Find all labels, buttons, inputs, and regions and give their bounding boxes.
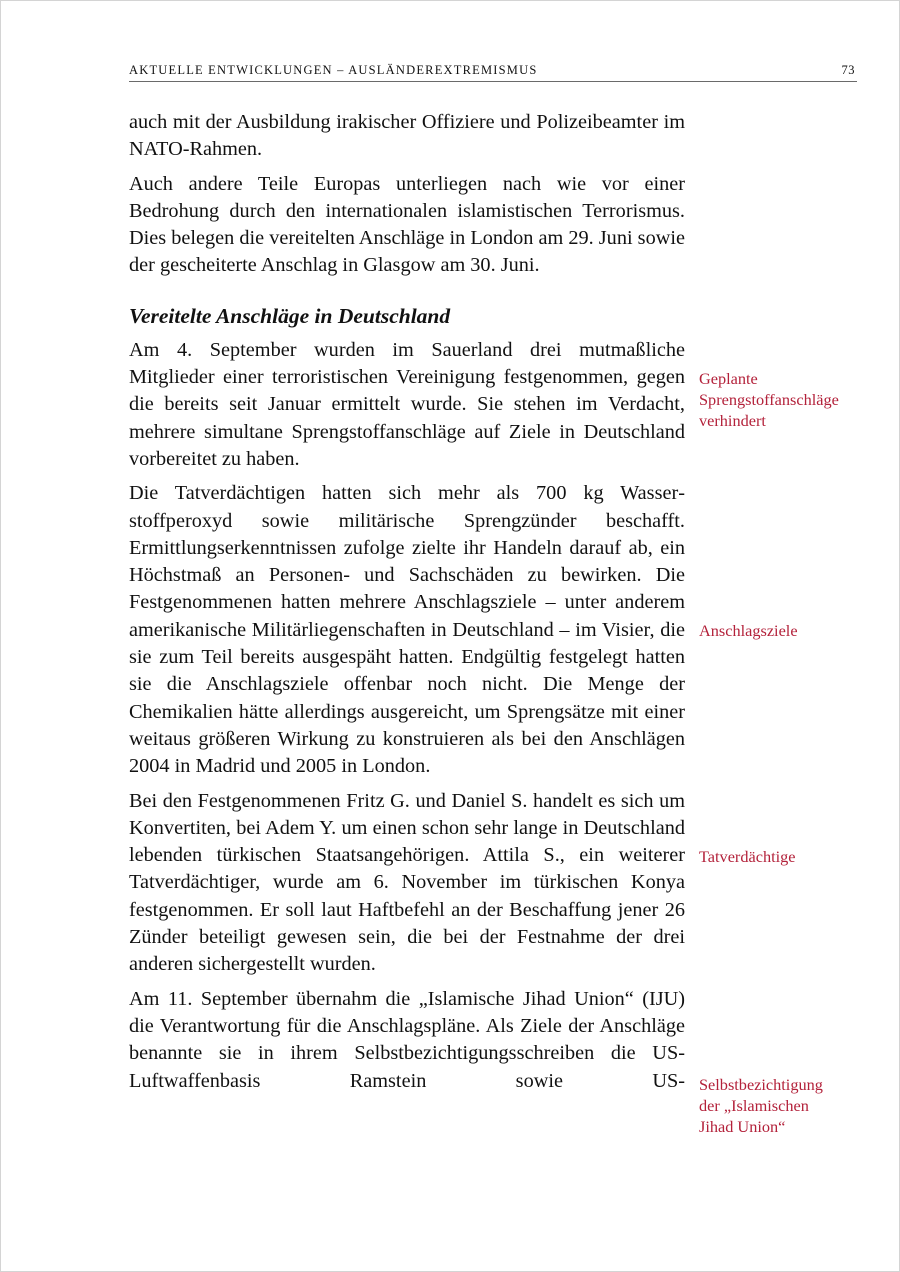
- margin-note-line: der „Islamischen: [699, 1096, 809, 1115]
- section-heading: Vereitelte Anschläge in Deutschland: [129, 303, 451, 328]
- margin-note-line: Selbstbezichtigung: [699, 1075, 823, 1094]
- margin-note-tatverdaechtige: [699, 846, 869, 867]
- paragraph-2: Auch andere Teile Europas unterliegen nach wie vor einer Bedrohung durch den internationalen islamistischen Terrorismus. Dies belegen die vereitelten Anschläge in London am 29. Juni sowie der gescheiterte Anschlag in Glasgow am 30. Juni.: [129, 172, 685, 277]
- margin-note-line: Sprengstoffanschläge: [699, 390, 839, 409]
- margin-note-line: Jihad Union“: [699, 1117, 786, 1136]
- margin-note-line: Tatverdächtige: [699, 847, 796, 866]
- paragraph-4: Die Tatverdächtigen hatten sich mehr als 700 kg Wasserstoffperoxyd sowie militärische Sprengzünder beschafft. Ermittlungserkenntnissen zufolge zielte ihr Handeln darauf ab, ein Höchstmaß an Personen- und Sachschäden zu bewirken. Die Festgenommenen hatten mehrere Anschlagsziele – unter anderem amerikanische Militärliegenschaften in Deutschland – im Visier, die sie zum Teil bereits ausgespäht hatten. Endgültig festgelegt hatten sie die Anschlagsziele offenbar noch nicht. Die Menge der Chemikalien hätte allerdings ausgereicht, um Sprengsätze mit einer weitaus größeren Wirkung zu konstruieren als bei den Anschlägen 2004 in Madrid und 2005 in London.: [129, 482, 685, 778]
- margin-note-line: Geplante: [699, 369, 758, 388]
- paragraph-3: Am 4. September wurden im Sauerland drei mutmaßliche Mitglieder einer terroristischen Vereinigung festgenommen, gegen die bereits seit Januar ermittelt wurde. Sie stehen im Verdacht, mehrere simultane Sprengstoffanschläge auf Ziele in Deutschland vorbereitet zu haben.: [129, 338, 685, 470]
- main-text-column: [129, 109, 685, 1102]
- paragraph-5: Bei den Festgenommenen Fritz G. und Daniel S. handelt es sich um Konvertiten, bei Adem Y. um einen schon sehr lange in Deutschland lebenden türkischen Staatsangehörigen. Attila S., ein weiterer Tatverdächtiger, wurde am 6. November im türkischen Konya festgenommen. Er soll laut Haftbefehl an der Beschaffung jener 26 Zünder beteiligt gewesen sein, die bei der Festnahme der drei anderen sichergestellt wurden.: [129, 789, 685, 976]
- running-title: AKTUELLE ENTWICKLUNGEN – AUSLÄNDEREXTREMISMUS: [129, 63, 538, 77]
- margin-note-line: Anschlagsziele: [699, 621, 798, 640]
- running-header: [129, 63, 857, 82]
- margin-note-selbstbezichtigung: [699, 1074, 869, 1137]
- margin-note-anschlagsziele: [699, 620, 869, 641]
- paragraph-6: Am 11. September übernahm die „Islamische Jihad Union“ (IJU) die Verantwortung für die Anschlagspläne. Als Ziele der Anschläge benannte sie in ihrem Selbstbezichtigungsschreiben die US-Luftwaffenbasis Ramstein sowie US-: [129, 987, 685, 1092]
- page-number: 73: [841, 63, 855, 77]
- margin-note-line: verhindert: [699, 411, 766, 430]
- margin-note-geplante-anschlaege: [699, 368, 869, 431]
- paragraph-1: auch mit der Ausbildung irakischer Offiziere und Polizeibeamter im NATO-Rahmen.: [129, 111, 685, 161]
